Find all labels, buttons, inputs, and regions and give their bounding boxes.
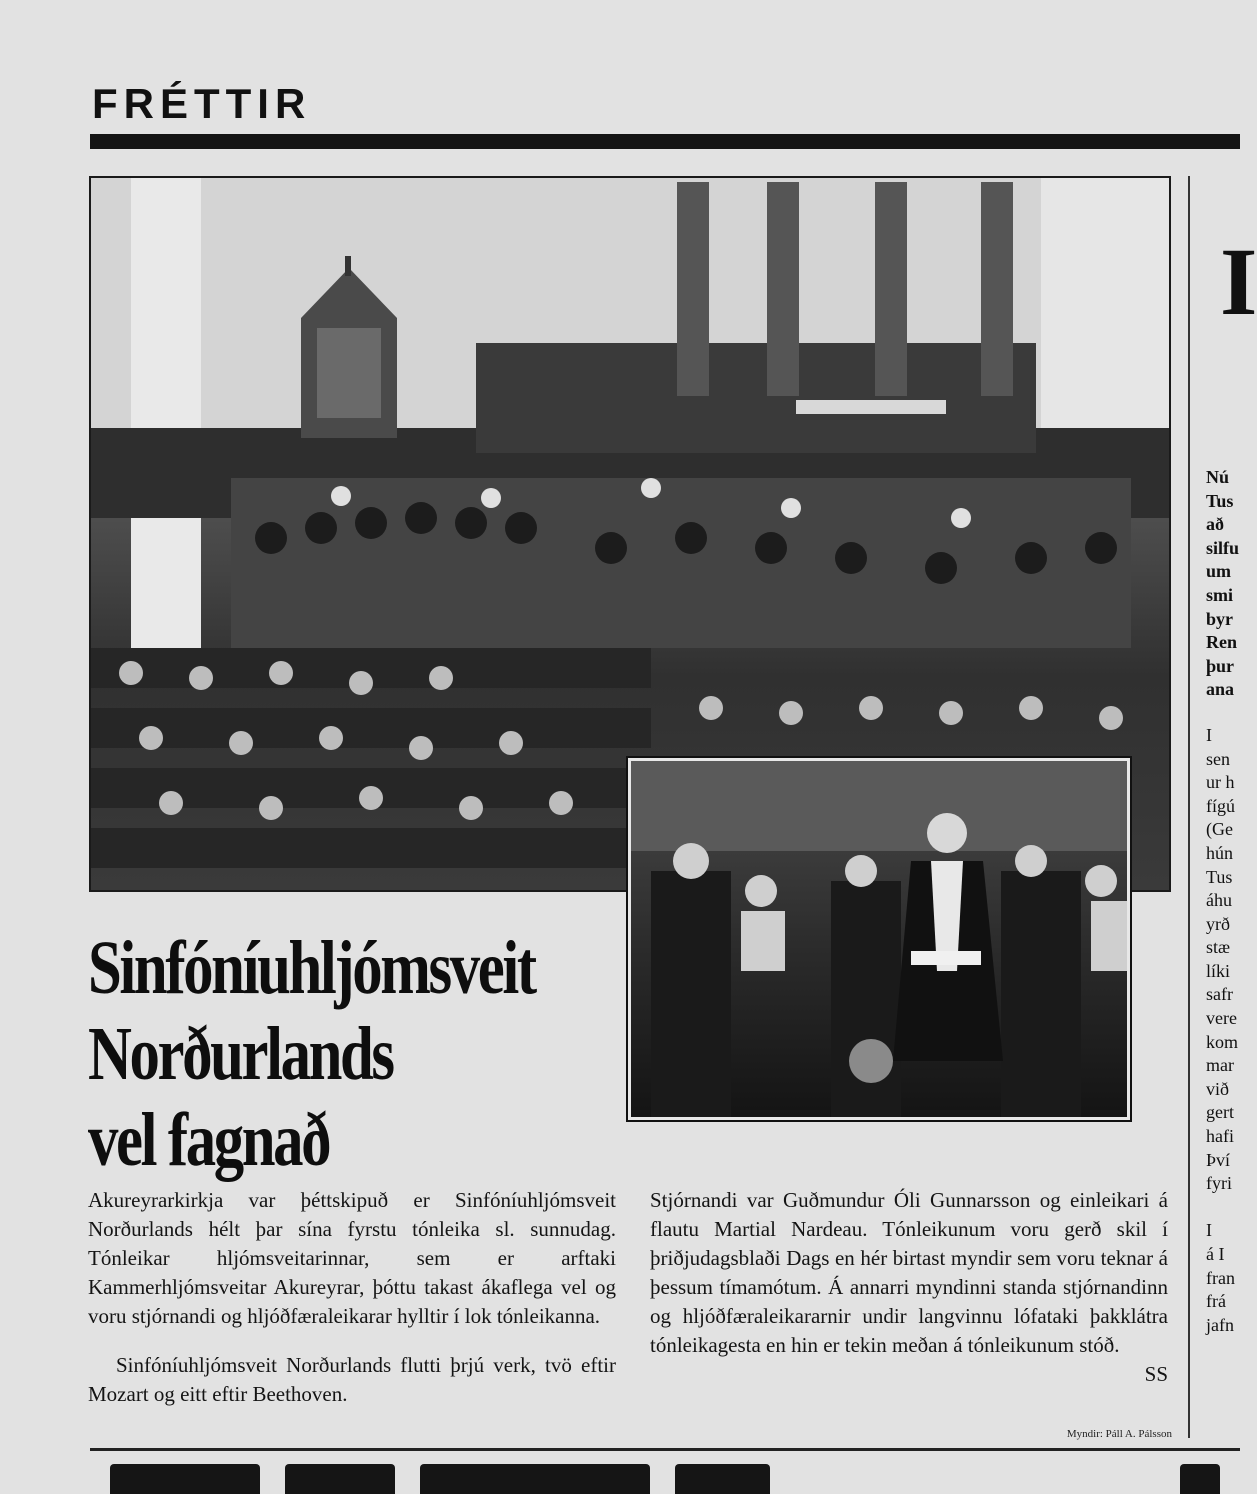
side-column-line: þur — [1206, 655, 1235, 676]
next-article-headline-fragment — [110, 1456, 1240, 1485]
side-column-line: I — [1206, 724, 1212, 745]
headline-line: Norðurlands — [88, 1012, 393, 1096]
article-paragraph: Sinfóníuhljómsveit Norðurlands flutti þrjú verk, tvö eftir Mozart og eitt eftir Beethoven. — [88, 1353, 616, 1406]
side-column-line: silfu — [1206, 537, 1240, 558]
side-column-line: I — [1206, 1220, 1212, 1241]
headline — [88, 925, 535, 1183]
side-column-line: kom — [1206, 1031, 1239, 1052]
side-column-line: vere — [1206, 1008, 1237, 1029]
side-column-line: (Ge — [1206, 819, 1233, 840]
side-column-line: safr — [1206, 984, 1233, 1005]
side-column-line: á I — [1206, 1244, 1225, 1264]
section-label: FRÉTTIR — [92, 80, 312, 127]
side-column-line: sen — [1206, 748, 1230, 769]
side-column-line: ana — [1206, 679, 1235, 700]
side-column-line: Tus — [1206, 866, 1233, 887]
side-column-line: hafi — [1206, 1126, 1234, 1147]
article-paragraph: Stjórnandi var Guðmundur Óli Gunnarsson og einleikari á flautu Martial Nardeau. Tónleikunum voru gerð skil í þriðjudagsblaði Dags en hér birtast myndir sem voru teknar á þessum tímamótum. Á annarri myndinni standa stjórnandinn og hljóðfæraleikararnir undir langvinnu lófataki þakklátra tónleikagesta en hin er tekin meðan á tónleikunum stóð. — [650, 1188, 1168, 1357]
article-column-middle — [650, 1186, 1168, 1389]
side-column-line: stæ — [1206, 937, 1231, 958]
side-column-line: frá — [1206, 1291, 1226, 1312]
side-column-line — [1206, 1196, 1240, 1220]
side-column-line: fyri — [1206, 1173, 1232, 1194]
side-column-line: fígú — [1206, 795, 1235, 816]
top-rule — [90, 134, 1240, 149]
side-column-line: jafn — [1206, 1314, 1234, 1335]
side-column-line: áhu — [1206, 890, 1232, 911]
side-column-fragment — [1206, 466, 1240, 1337]
side-column-line: Því — [1206, 1149, 1231, 1170]
side-column-line: Tus — [1206, 490, 1234, 511]
side-column-line: gert — [1206, 1102, 1234, 1123]
side-column-intro — [1206, 466, 1240, 702]
conductor-photo — [628, 758, 1130, 1120]
side-column-line: að — [1206, 514, 1224, 535]
conductor-photo-illustration — [631, 761, 1127, 1117]
author-signature: SS — [1144, 1362, 1168, 1386]
side-column-line: hún — [1206, 842, 1233, 863]
side-column-line: Nú — [1206, 467, 1230, 487]
side-column-line: mar — [1206, 1055, 1234, 1076]
side-column-line: við — [1206, 1078, 1230, 1099]
side-article-initial: I — [1220, 228, 1257, 335]
column-divider — [1188, 176, 1190, 1438]
article-column-left — [88, 1186, 616, 1409]
side-column-line: líki — [1206, 960, 1231, 981]
side-column-line: yrð — [1206, 913, 1230, 934]
bottom-rule — [90, 1448, 1240, 1451]
article-paragraph: Akureyrarkirkja var þéttskipuð er Sinfóníuhljómsveit Norðurlands hélt þar sína fyrstu tónleika sl. sunnudag. Tónleikar hljómsveitarinnar, sem er arftaki Kammerhljómsveitar Akureyrar, þóttu takast ákaflega vel og voru stjórnandi og hljóðfæraleikarar hylltir í lok tónleikanna. — [88, 1188, 616, 1328]
side-column-line: ur h — [1206, 772, 1235, 793]
side-column-line: fran — [1206, 1267, 1235, 1288]
side-column-body — [1206, 724, 1240, 1337]
side-column-line: Ren — [1206, 632, 1237, 653]
side-column-line: smi — [1206, 584, 1233, 605]
headline-line: Sinfóníuhljómsveit — [88, 926, 535, 1010]
headline-line: vel fagnað — [88, 1098, 330, 1182]
side-column-line: um — [1206, 561, 1232, 582]
photo-credit: Myndir: Páll A. Pálsson — [1066, 1428, 1172, 1440]
side-column-line: byr — [1206, 608, 1233, 629]
